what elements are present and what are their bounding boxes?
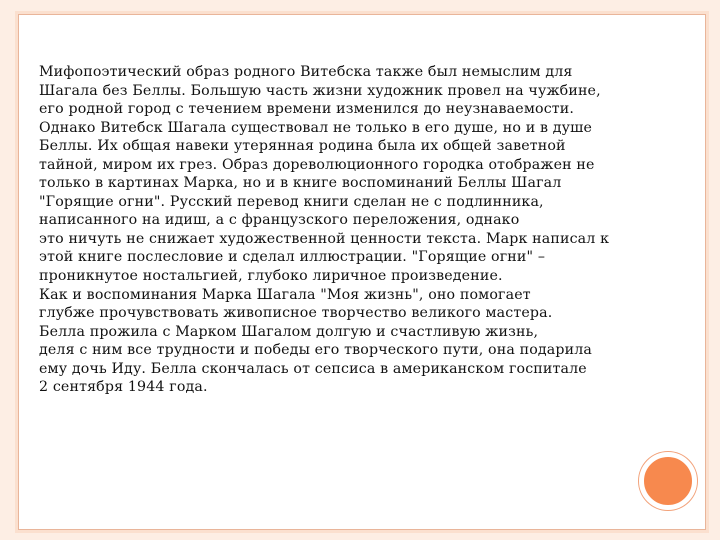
text-line: деля с ним все трудности и победы его творческого пути, она подарила <box>39 342 593 359</box>
text-line: этой книге послесловие и сделал иллюстрации. "Горящие огни" – <box>39 249 546 266</box>
text-line: глубже прочувствовать живописное творчество великого мастера. <box>39 305 553 322</box>
slide-card <box>18 14 706 530</box>
text-line: Мифопоэтический образ родного Витебска также был немыслим для <box>39 64 573 80</box>
body-text <box>39 63 704 397</box>
text-line: "Горящие огни". Русский перевод книги сделан не с подлинника, <box>39 193 544 210</box>
decorative-circle-icon <box>639 452 697 510</box>
text-line: проникнутое ностальгией, глубоко лиричное произведение. <box>39 268 503 285</box>
text-line: написанного на идиш, а с французского переложения, однако <box>39 212 520 229</box>
text-line: Однако Витебск Шагала существовал не только в его душе, но и в душе <box>39 119 593 136</box>
text-line: Шагала без Беллы. Большую часть жизни художник провел на чужбине, <box>39 82 601 99</box>
text-line: это ничуть не снижает художественной ценности текста. Марк написал к <box>39 230 610 247</box>
text-line: тайной, миром их грез. Образ дореволюционного городка отображен не <box>39 156 595 173</box>
text-line: Как и воспоминания Марка Шагала "Моя жизнь", оно помогает <box>39 286 531 303</box>
text-line: 2 сентября 1944 года. <box>39 379 208 396</box>
text-line: его родной город с течением времени изменился до неузнаваемости. <box>39 101 575 118</box>
text-line: ему дочь Иду. Белла скончалась от сепсиса в американском госпитале <box>39 360 587 377</box>
text-line: Белла прожила с Марком Шагалом долгую и счастливую жизнь, <box>39 323 539 340</box>
text-line: только в картинах Марка, но и в книге воспоминаний Беллы Шагал <box>39 175 562 192</box>
text-line: Беллы. Их общая навеки утерянная родина была их общей заветной <box>39 138 566 155</box>
